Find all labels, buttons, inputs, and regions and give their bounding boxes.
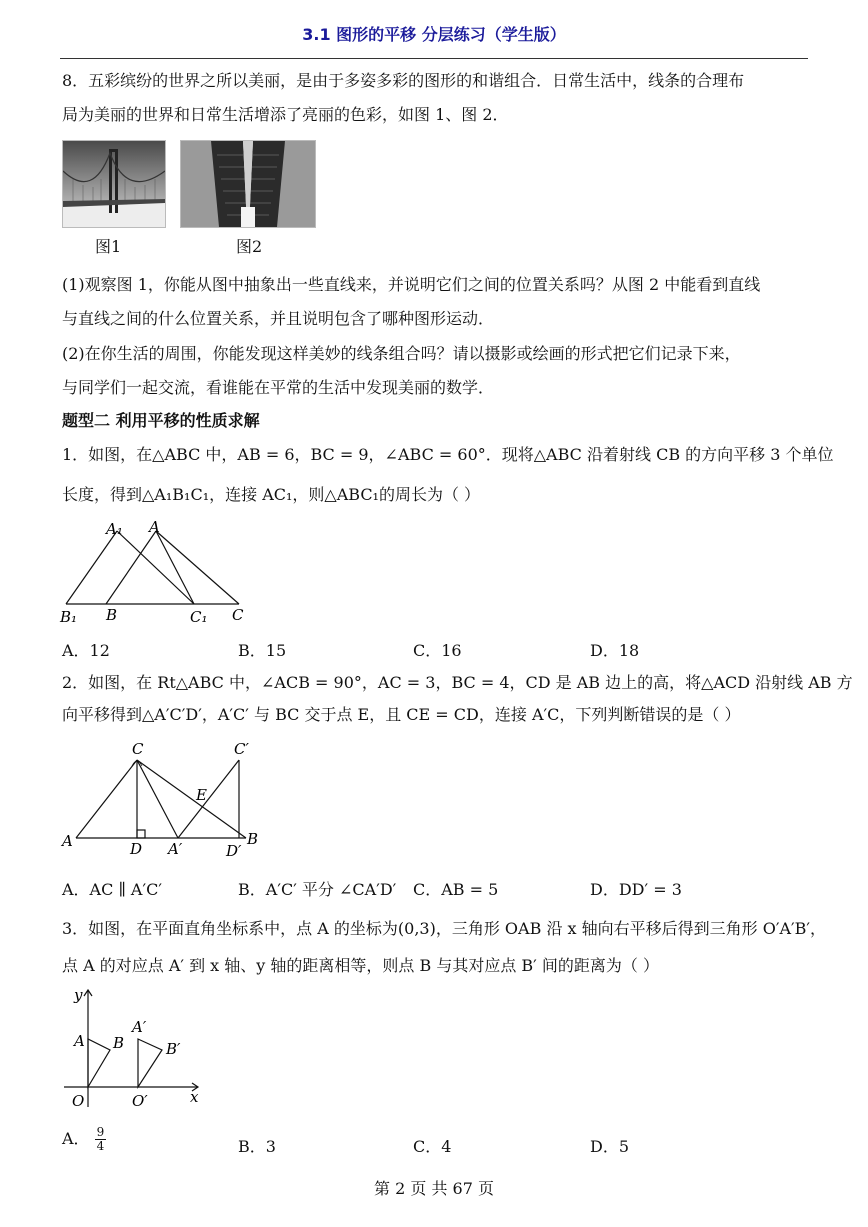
problem2-figure: [58, 736, 270, 864]
label-A-prime: A′: [132, 1018, 147, 1036]
p2-option-c[interactable]: C．AB = 5: [413, 880, 499, 899]
p1-option-c[interactable]: C．16: [413, 641, 462, 660]
label-D: D: [130, 840, 143, 858]
p3-option-b[interactable]: B．3: [238, 1137, 276, 1156]
label-B: B: [106, 606, 118, 624]
fraction-numerator: 9: [96, 1125, 105, 1139]
label-y-axis: y: [74, 986, 83, 1004]
problem2-line1: 2．如图，在 Rt△ABC 中，∠ACB = 90°，AC = 3，BC = 4，CD 是 AB 边上的高，将△ACD 沿射线 AB 方: [62, 673, 853, 692]
q8-sub2-line2: 与同学们一起交流，看谁能在平常的生活中发现美丽的数学．: [62, 378, 495, 397]
label-C-prime: C′: [234, 740, 249, 758]
problem3-line1: 3．如图，在平面直角坐标系中，点 A 的坐标为(0,3)，三角形 OAB 沿 x 轴向右平移后得到三角形 O′A′B′，: [62, 919, 827, 938]
figure1-caption: 图1: [95, 237, 122, 256]
label-A: A: [149, 518, 160, 536]
q8-sub2-line1: (2)在你生活的周围，你能发现这样美妙的线条组合吗？请以摄影或绘画的形式把它们记录下来，: [62, 344, 741, 363]
p2-option-d[interactable]: D．DD′ = 3: [590, 880, 682, 899]
page-header-title: 3.1 图形的平移 分层练习（学生版）: [302, 25, 566, 44]
problem1-line2: 长度，得到△A₁B₁C₁，连接 AC₁，则△ABC₁的周长为（ ）: [62, 485, 481, 504]
label-C: C: [232, 606, 244, 624]
bridge-photo: [62, 140, 166, 228]
problem3-figure: [58, 982, 218, 1112]
p3-option-a-prefix: A．: [62, 1129, 90, 1148]
label-A-prime: A′: [168, 840, 183, 858]
label-B: B: [113, 1034, 125, 1052]
fraction-denominator: 4: [96, 1139, 105, 1153]
label-B: B: [247, 830, 259, 848]
label-C: C: [132, 740, 144, 758]
q8-text-line2: 局为美丽的世界和日常生活增添了亮丽的色彩，如图 1、图 2．: [62, 105, 509, 124]
p3-option-d[interactable]: D．5: [590, 1137, 630, 1156]
header-divider: [60, 58, 808, 59]
problem1-line1: 1．如图，在△ABC 中，AB = 6，BC = 9，∠ABC = 60°．现将△ABC 沿着射线 CB 的方向平移 3 个单位: [62, 445, 834, 464]
p1-option-d[interactable]: D．18: [590, 641, 640, 660]
label-A1: A₁: [106, 520, 123, 538]
label-E: E: [196, 786, 207, 804]
label-D-prime: D′: [226, 842, 242, 860]
q8-sub1-line2: 与直线之间的什么位置关系，并且说明包含了哪种图形运动．: [62, 309, 495, 328]
p1-option-a[interactable]: A．12: [62, 641, 110, 660]
p2-option-a[interactable]: A．AC ∥ A′C′: [62, 880, 162, 899]
q8-sub1-line1: (1)观察图 1，你能从图中抽象出一些直线来，并说明它们之间的位置关系吗？从图 2 中能看到直线: [62, 275, 761, 294]
fraction-nine-fourths: [95, 1126, 107, 1153]
problem1-figure: [56, 514, 266, 630]
label-O: O: [72, 1092, 85, 1110]
figure2-caption: 图2: [236, 237, 263, 256]
section-heading: 题型二 利用平移的性质求解: [62, 411, 260, 430]
label-x-axis: x: [190, 1088, 199, 1106]
label-B-prime: B′: [166, 1040, 181, 1058]
label-A: A: [62, 832, 73, 850]
escalator-photo: [180, 140, 316, 228]
q8-text-line1: 8．五彩缤纷的世界之所以美丽，是由于多姿多彩的图形的和谐组合．日常生活中，线条的合理布: [62, 71, 745, 90]
label-A: A: [74, 1032, 85, 1050]
label-O-prime: O′: [132, 1092, 148, 1110]
label-B1: B₁: [60, 608, 78, 626]
problem2-line2: 向平移得到△A′C′D′，A′C′ 与 BC 交于点 E，且 CE = CD，连接 A′C，下列判断错误的是（ ）: [62, 705, 741, 724]
problem3-line2: 点 A 的对应点 A′ 到 x 轴、y 轴的距离相等，则点 B 与其对应点 B′ 间的距离为（ ）: [62, 956, 659, 975]
page-footer: 第 2 页 共 67 页: [374, 1179, 494, 1198]
p3-option-a[interactable]: [62, 1126, 106, 1153]
p3-option-c[interactable]: C．4: [413, 1137, 452, 1156]
p1-option-b[interactable]: B．15: [238, 641, 287, 660]
p2-option-b[interactable]: B．A′C′ 平分 ∠CA′D′: [238, 880, 397, 899]
label-C1: C₁: [190, 608, 208, 626]
